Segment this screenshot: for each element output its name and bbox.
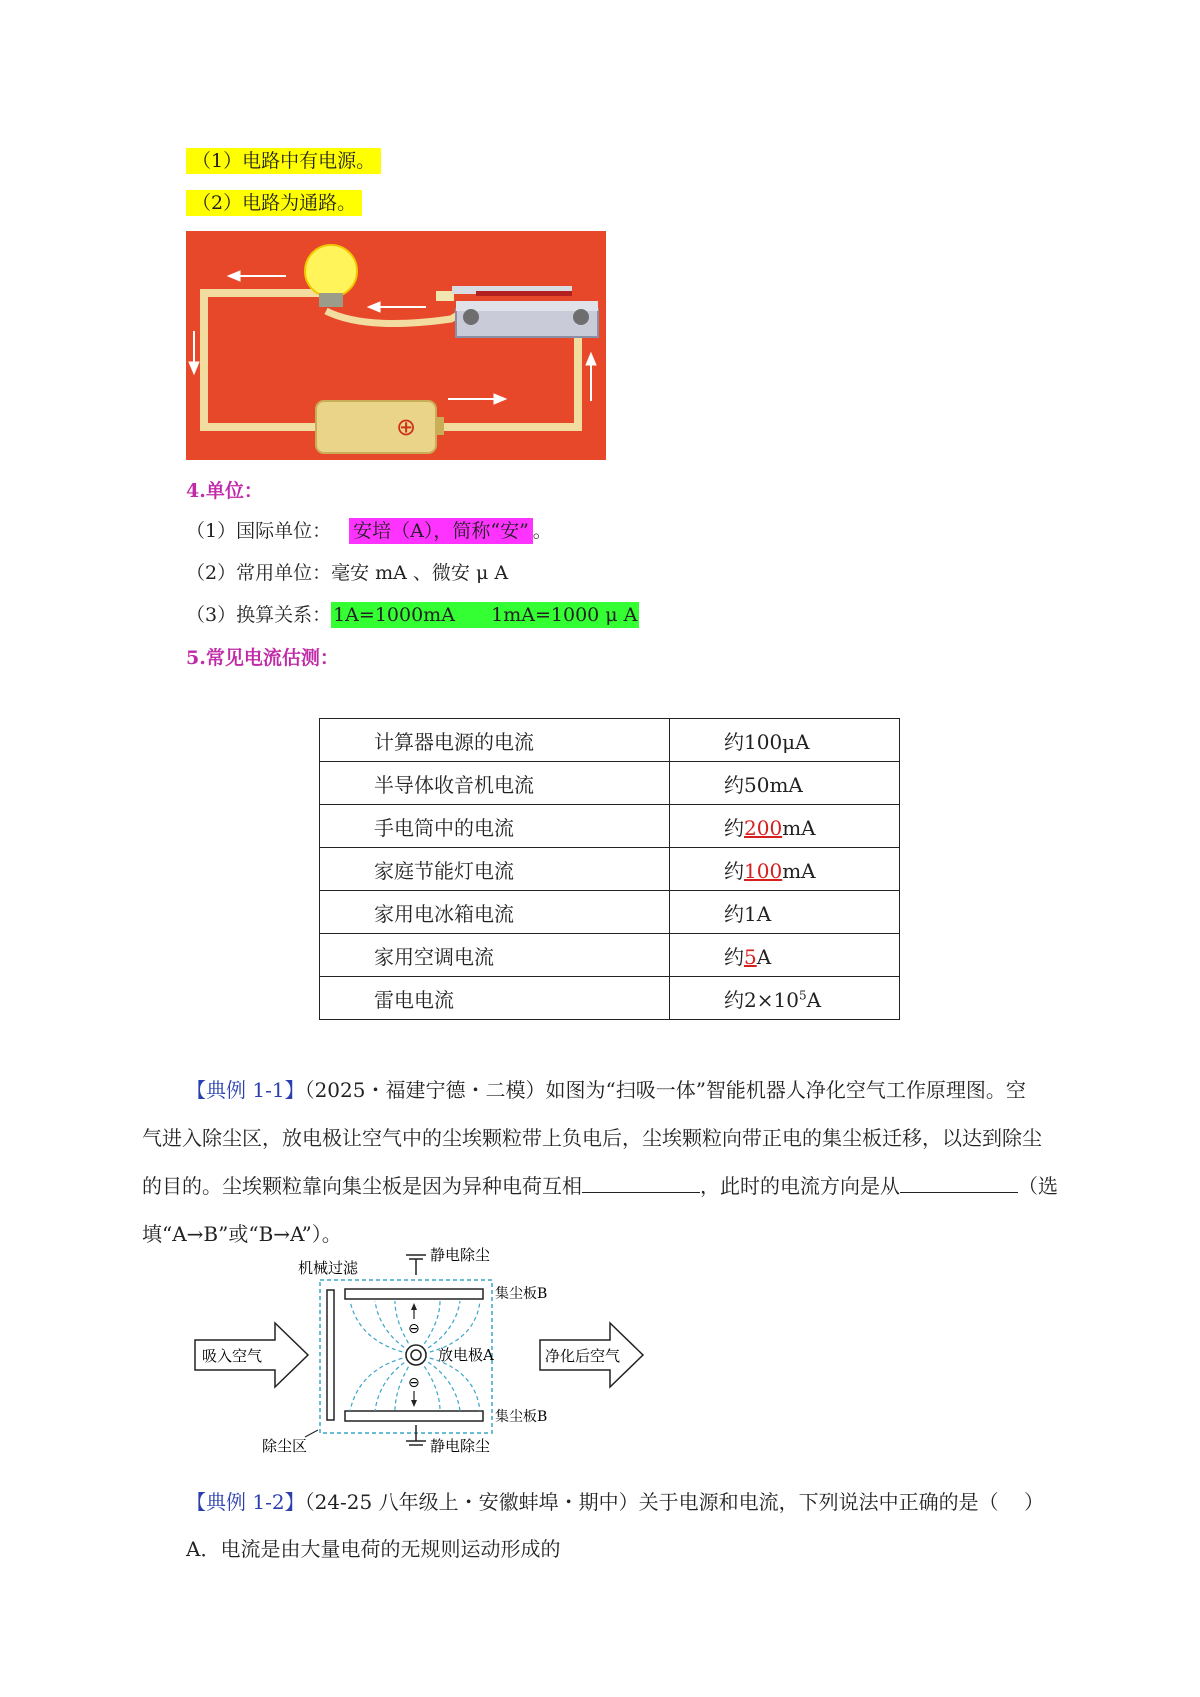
table-row bbox=[320, 719, 900, 762]
outlet-label: 净化后空气 bbox=[545, 1347, 621, 1365]
particle-top: ⊖ bbox=[408, 1321, 420, 1337]
diagram-svg bbox=[190, 1245, 660, 1460]
table-cell-device: 家用空调电流 bbox=[320, 934, 670, 977]
current-highlight: 5 bbox=[744, 944, 757, 969]
section-5-heading: 5.常见电流估测： bbox=[186, 647, 339, 669]
plate-top-label: 集尘板B bbox=[495, 1286, 548, 1302]
table-cell-current bbox=[670, 848, 900, 891]
dust-removal-diagram bbox=[190, 1245, 660, 1460]
current-prefix: 约2×10 bbox=[724, 987, 799, 1012]
condition-2: （2）电路为通路。 bbox=[186, 189, 362, 217]
battery-icon bbox=[316, 401, 436, 453]
top-label: 静电除尘 bbox=[430, 1246, 491, 1264]
current-highlight: 200 bbox=[744, 815, 783, 840]
current-exponent: 5 bbox=[798, 987, 807, 1002]
current-prefix: 约50mA bbox=[724, 772, 803, 797]
table-cell-device: 雷电电流 bbox=[320, 977, 670, 1020]
table-row bbox=[320, 762, 900, 805]
example-1-1-tag: 【典例 1-1】 bbox=[186, 1078, 305, 1102]
current-prefix: 约 bbox=[724, 858, 744, 883]
table-cell-device: 计算器电源的电流 bbox=[320, 719, 670, 762]
table-cell-current bbox=[670, 891, 900, 934]
table-row bbox=[320, 934, 900, 977]
current-unit: A bbox=[806, 987, 822, 1012]
filter-label: 机械过滤 bbox=[298, 1259, 359, 1277]
current-prefix: 约 bbox=[724, 944, 744, 969]
table-cell-device: 家庭节能灯电流 bbox=[320, 848, 670, 891]
table-cell-current bbox=[670, 805, 900, 848]
current-prefix: 约 bbox=[724, 815, 744, 840]
answer-blank-1[interactable] bbox=[582, 1170, 700, 1193]
plus-sign: ⊕ bbox=[395, 413, 417, 441]
bottom-label: 静电除尘 bbox=[430, 1437, 491, 1455]
bulb-icon bbox=[305, 245, 357, 297]
current-unit: A bbox=[756, 944, 772, 969]
table-cell-device: 家用电冰箱电流 bbox=[320, 891, 670, 934]
example-1-1: 【典例 1-1】（2025・福建宁德・二模）如图为“扫吸一体”智能机器人净化空气工作原理图。空 气进入除尘区，放电极让空气中的尘埃颗粒带上负电后，尘埃颗粒向带正电的集尘板迁移，以达到除尘 的目的。尘埃颗粒靠向集尘板是因为异种电荷互相 ，此时的电流方向是从 （选 填“A→B”或“B→A”）。 bbox=[142, 1078, 1058, 1246]
table-cell-device: 半导体收音机电流 bbox=[320, 762, 670, 805]
collector-plate-top bbox=[345, 1289, 483, 1299]
circuit-svg bbox=[186, 231, 606, 460]
current-estimate-table bbox=[319, 718, 900, 1020]
current-unit: mA bbox=[782, 815, 816, 840]
option-a[interactable]: A．电流是由大量电荷的无规则运动形成的 bbox=[186, 1537, 561, 1561]
filter-plate bbox=[327, 1290, 334, 1420]
zone-label: 除尘区 bbox=[262, 1437, 308, 1455]
section-4-heading: 4.单位： bbox=[186, 480, 263, 502]
table-row bbox=[320, 805, 900, 848]
collector-plate-bottom bbox=[345, 1411, 483, 1421]
table-cell-current bbox=[670, 719, 900, 762]
table-cell-device: 手电筒中的电流 bbox=[320, 805, 670, 848]
si-unit-line: （1）国际单位： 安培（A），简称“安” 。 bbox=[186, 520, 552, 542]
current-prefix: 约1A bbox=[724, 901, 772, 926]
condition-1: （1）电路中有电源。 bbox=[186, 147, 381, 175]
example-1-2: 【典例 1-2】（24-25 八年级上・安徽蚌埠・期中）关于电源和电流，下列说法中正确的是（ ） bbox=[186, 1490, 1045, 1514]
inlet-label: 吸入空气 bbox=[202, 1347, 263, 1365]
conversion-line: （3）换算关系： 1A=1000mA 1mA=1000 μ A bbox=[186, 604, 638, 626]
table-cell-current bbox=[670, 762, 900, 805]
example-1-2-tag: 【典例 1-2】 bbox=[186, 1490, 305, 1514]
answer-blank-2[interactable] bbox=[900, 1170, 1018, 1193]
table-cell-current bbox=[670, 934, 900, 977]
current-prefix: 约100μA bbox=[724, 729, 810, 754]
current-unit: mA bbox=[782, 858, 816, 883]
table-row bbox=[320, 891, 900, 934]
electrode-label: 放电极A bbox=[438, 1346, 494, 1364]
particle-bottom: ⊖ bbox=[408, 1375, 420, 1391]
circuit-illustration bbox=[186, 231, 606, 460]
table-row bbox=[320, 848, 900, 891]
common-unit-line: （2）常用单位：毫安 mA 、微安 μ A bbox=[186, 562, 509, 584]
table-cell-current bbox=[670, 977, 900, 1020]
table-row bbox=[320, 977, 900, 1020]
current-highlight: 100 bbox=[744, 858, 783, 883]
plate-bottom-label: 集尘板B bbox=[495, 1409, 548, 1425]
